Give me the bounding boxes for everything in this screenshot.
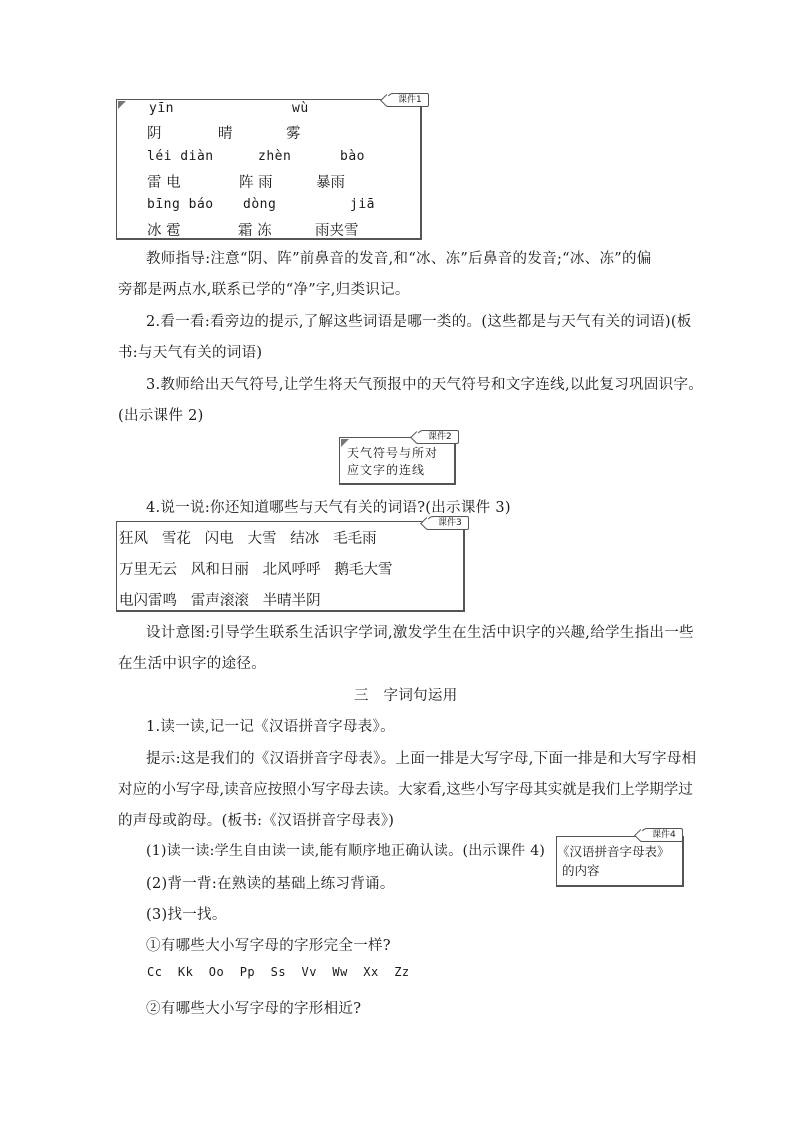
hanzi-qing: 晴 [218, 126, 233, 142]
hanzi-yin: 阴 [147, 126, 162, 142]
hanzi-zhenyu: 阵 雨 [239, 175, 273, 191]
item-2-line2: 书:与天气有关的词语) [118, 345, 263, 361]
question-1: ①有哪些大小写字母的字形完全一样? [146, 938, 391, 954]
courseware-1-tag: 课件1 [387, 93, 429, 107]
pinyin-bingbao: bīng báo [147, 197, 214, 212]
hint-line2: 对应的小写字母,读音应按照小写字母去读。大家看,这些小写字母其实就是我们上学期学过 [118, 782, 693, 798]
courseware-3-tag: 课件3 [427, 516, 469, 530]
teacher-guidance-line2: 旁都是两点水,联系已学的“净”字,归类识记。 [118, 282, 410, 298]
courseware-2-tag: 课件2 [417, 430, 459, 444]
courseware-2-line2: 应文字的连线 [347, 463, 426, 477]
hanzi-yujiaxue: 雨夹雪 [315, 223, 359, 239]
corner-marker [118, 101, 126, 109]
hanzi-leidian: 雷 电 [147, 175, 181, 191]
courseware-4-line1: 《汉语拼音字母表》 [557, 844, 670, 859]
design-intent-line1: 设计意图:引导学生联系生活识字学词,激发学生在生活中识字的兴趣,给学生指出一些 [146, 625, 694, 641]
sub-item-2: (2)背一背:在熟读的基础上练习背诵。 [146, 876, 395, 892]
sub-item-3: (3)找一找。 [146, 907, 227, 923]
item-4: 4.说一说:你还知道哪些与天气有关的词语?(出示课件 3) [146, 500, 511, 516]
teacher-guidance-line1: 教师指导:注意“阴、阵”前鼻音的发音,和“冰、冻”后鼻音的发音;“冰、冻”的偏 [146, 251, 652, 267]
hanzi-baoyu: 暴雨 [316, 175, 345, 191]
read-item-1: 1.读一读,记一记《汉语拼音字母表》。 [146, 719, 395, 735]
pinyin-wu: wù [292, 101, 309, 116]
sub-item-1: (1)读一读:学生自由读一读,能有顺序地正确认读。(出示课件 4) [146, 843, 546, 859]
design-intent-line2: 在生活中识字的途径。 [118, 656, 266, 672]
pinyin-yin: yīn [149, 101, 174, 116]
pinyin-dong: dòng [243, 197, 277, 212]
question-2: ②有哪些大小写字母的字形相近? [146, 1001, 362, 1017]
courseware-4-tag: 课件4 [641, 828, 683, 842]
hanzi-shuangdong: 霜 冻 [238, 223, 272, 239]
item-3-line2: (出示课件 2) [118, 408, 204, 424]
item-2-line1: 2.看一看:看旁边的提示,了解这些词语是哪一类的。(这些都是与天气有关的词语)(板 [146, 314, 692, 330]
pinyin-zhen: zhèn [258, 149, 292, 164]
courseware-2-line1: 天气符号与所对 [347, 446, 439, 460]
courseware-4-line2: 的内容 [562, 863, 600, 878]
courseware-3-line2: 万里无云 风和日丽 北风呼呼 鹅毛大雪 [119, 562, 393, 578]
pinyin-leidian: léi diàn [147, 149, 214, 164]
same-shape-letters: Cc Kk Oo Pp Ss Vv Ww Xx Zz [147, 965, 410, 979]
courseware-3-line3: 电闪雷鸣 雷声滚滚 半晴半阴 [119, 593, 321, 609]
pinyin-bao: bào [340, 149, 365, 164]
hint-line1: 提示:这是我们的《汉语拼音字母表》。上面一排是大写字母,下面一排是和大写字母相 [146, 751, 697, 767]
item-3-line1: 3.教师给出天气符号,让学生将天气预报中的天气符号和文字连线,以此复习巩固识字。 [146, 377, 704, 393]
hanzi-bingbao: 冰 雹 [147, 223, 181, 239]
pinyin-jia: jiā [350, 197, 375, 212]
hanzi-wu: 雾 [286, 126, 301, 142]
hint-line3: 的声母或韵母。(板书:《汉语拼音字母表》) [118, 813, 395, 829]
courseware-3-line1: 狂风 雪花 闪电 大雪 结冰 毛毛雨 [119, 531, 377, 547]
section-title: 三 字词句运用 [354, 688, 458, 704]
